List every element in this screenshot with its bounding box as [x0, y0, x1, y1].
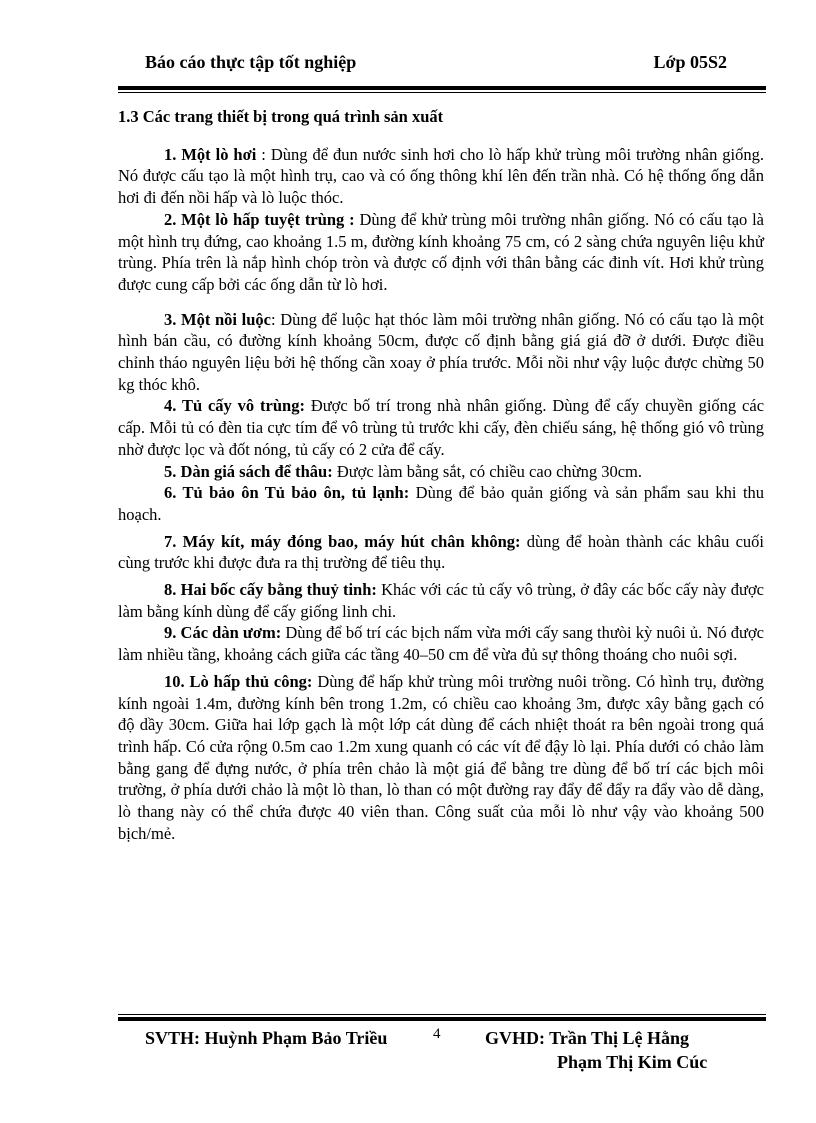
- item-text: dùng để hoàn thành các khâu cuối cùng trước khi được đưa ra thị trường để tiêu thụ.: [118, 531, 764, 573]
- item-text: Dùng để bảo quản giống và sản phẩm sau khi thu hoạch.: [118, 483, 765, 524]
- header-rule-thin: [118, 92, 766, 93]
- item-paragraph-5: [118, 461, 764, 483]
- item-paragraph-1: 1. Một lò hơi : Dùng để đun nước sinh hơi cho lò hấp khử trùng môi trường nhân giống. Nó được cấu tạo là một hình trụ, cao và có ống thông khí lên đến trần nhà. Có hệ thống ống dẫn hơi đi đến nồi hấp và lò luộc thóc.: [118, 144, 764, 208]
- item-label: 6. Tủ bảo ôn Tủ bảo ôn, tủ lạnh:: [164, 483, 410, 503]
- report-title: Báo cáo thực tập tốt nghiệp: [145, 52, 357, 72]
- supervisor-name: GVHD: Trần Thị Lệ Hằng: [485, 1028, 690, 1048]
- item-label: 8. Hai bốc cấy bằng thuỷ tinh:: [164, 580, 377, 600]
- body-content: [118, 100, 764, 845]
- item-label: 5. Dàn giá sách để thâu:: [164, 461, 333, 481]
- item-text: Được bố trí trong nhà nhân giống. Dùng để cấy chuyền giống các cấp. Mỗi tủ có đèn tia cực tím để vô trùng tủ trước khi cấy, đèn chiếu sáng, hệ thống gió vô trùng nhờ được lọc và đốt nóng, tủ cấy có 2 cửa để cấy.: [118, 396, 765, 459]
- item-text: Dùng để luộc hạt thóc làm môi trường nhân giống. Nó có cấu tạo là một hình bán cầu, có đường kính khoảng 50cm, được cố định bằng giá giá đỡ ở dưới. Được điều chỉnh tháo nguyên liệu bởi hệ thống cần xoay ở phía trước. Mỗi nồi như vậy luộc được chừng 50 kg thóc khô.: [118, 309, 764, 394]
- page-header: [145, 52, 745, 80]
- item-label: 9. Các dàn ươm:: [164, 623, 282, 643]
- item-paragraph-3: 3. Một nồi luộc: Dùng để luộc hạt thóc làm môi trường nhân giống. Nó có cấu tạo là một hình bán cầu, có đường kính khoảng 50cm, được cố định bằng giá giá đỡ ở dưới. Được điều chỉnh tháo nguyên liệu bởi hệ thống cần xoay ở phía trước. Mỗi nồi như vậy luộc được chừng 50 kg thóc khô.: [118, 309, 764, 394]
- header-rule-thick: [118, 86, 766, 90]
- class-label: Lớp 05S2: [653, 52, 727, 72]
- item-text: Dùng để khử trùng môi trường nhân giống. Nó có cấu tạo là một hình trụ đứng, cao khoảng 1.5 m, đường kính khoảng 75 cm, có 2 sàng chứa nguyên liệu khử trùng. Phía trên là nắp hình chóp tròn và được cố định với thân bằng các đinh vít. Hơi khử trùng được cung cấp bởi các ống dẫn từ lò hơi.: [118, 209, 764, 294]
- item-label: 3. Một nồi luộc: [164, 309, 271, 329]
- item-paragraph-10: [118, 671, 764, 845]
- item-text: Dùng để bố trí các bịch nấm vừa mới cấy sang thưòi kỳ nuôi ủ. Nó được làm nhiều tầng, khoảng cách giữa các tầng 40–50 cm để vừa đủ sự thông thoáng cho nuôi sợi.: [118, 623, 765, 665]
- item-label: 7. Máy kít, máy đóng bao, máy hút chân không:: [164, 531, 521, 551]
- page-number: 4: [433, 1026, 441, 1042]
- item-paragraph-7: [118, 531, 764, 574]
- item-text: Dùng để đun nước sinh hơi cho lò hấp khử trùng môi trường nhân giống. Nó được cấu tạo là một hình trụ, cao và có ống thông khí lên đến trần nhà. Có hệ thống ống dẫn hơi đi đến nồi hấp và lò luộc thóc.: [118, 144, 764, 208]
- item-paragraph-9: [118, 622, 764, 665]
- footer-rule-thin: [118, 1014, 766, 1015]
- item-label: 10. Lò hấp thủ công:: [164, 671, 313, 691]
- item-paragraph-6: [118, 482, 764, 525]
- supervisor-name-2: Phạm Thị Kim Cúc: [557, 1052, 708, 1072]
- item-label: 4. Tủ cấy vô trùng:: [164, 396, 305, 416]
- item-text: Khác với các tủ cấy vô trùng, ở đây các bốc cấy này được làm bằng kính dùng để cấy giống linh chi.: [118, 580, 764, 621]
- item-text: Dùng để hấp khử trùng môi trường nuôi trồng. Có hình trụ, đường kính ngoài 1.4m, đường kính bên trong 1.2m, có chiều cao khoảng 3m, được xây bằng gạch có độ dầy 30cm. Giữa hai lớp gạch là một lớp cát dùng để cách nhiệt thoát ra bên ngoài trong quá trình hấp. Có cửa rộng 0.5m cao 1.2m xung quanh có các vít để đậy lò lại. Phía dưới có chảo làm bằng gang để đựng nước, ở phía trên chảo là một giá để bằng tre dùng để bố trí các bịch môi trường, ở phía dưới chảo là một lò than, lò than có một đường ray đẩy để đẩy ra đẩy vào dễ dàng, lò thang này có thể chứa được 40 viên than. Công suất của mỗi lò như vậy vào khoảng 500 bịch/mẻ.: [118, 671, 765, 843]
- item-label: 1. Một lò hơi: [164, 144, 257, 164]
- student-name: SVTH: Huỳnh Phạm Bảo Triều: [145, 1028, 388, 1048]
- footer-rule-thick: [118, 1017, 766, 1021]
- item-label: 2. Một lò hấp tuyệt trùng :: [164, 209, 355, 229]
- item-paragraph-2: [118, 209, 764, 296]
- item-paragraph-8: [118, 579, 764, 622]
- item-text: Được làm bằng sắt, có chiều cao chừng 30cm.: [336, 461, 643, 481]
- section-title: 1.3 Các trang thiết bị trong quá trình sản xuất: [118, 107, 444, 126]
- item-paragraph-4: [118, 395, 764, 460]
